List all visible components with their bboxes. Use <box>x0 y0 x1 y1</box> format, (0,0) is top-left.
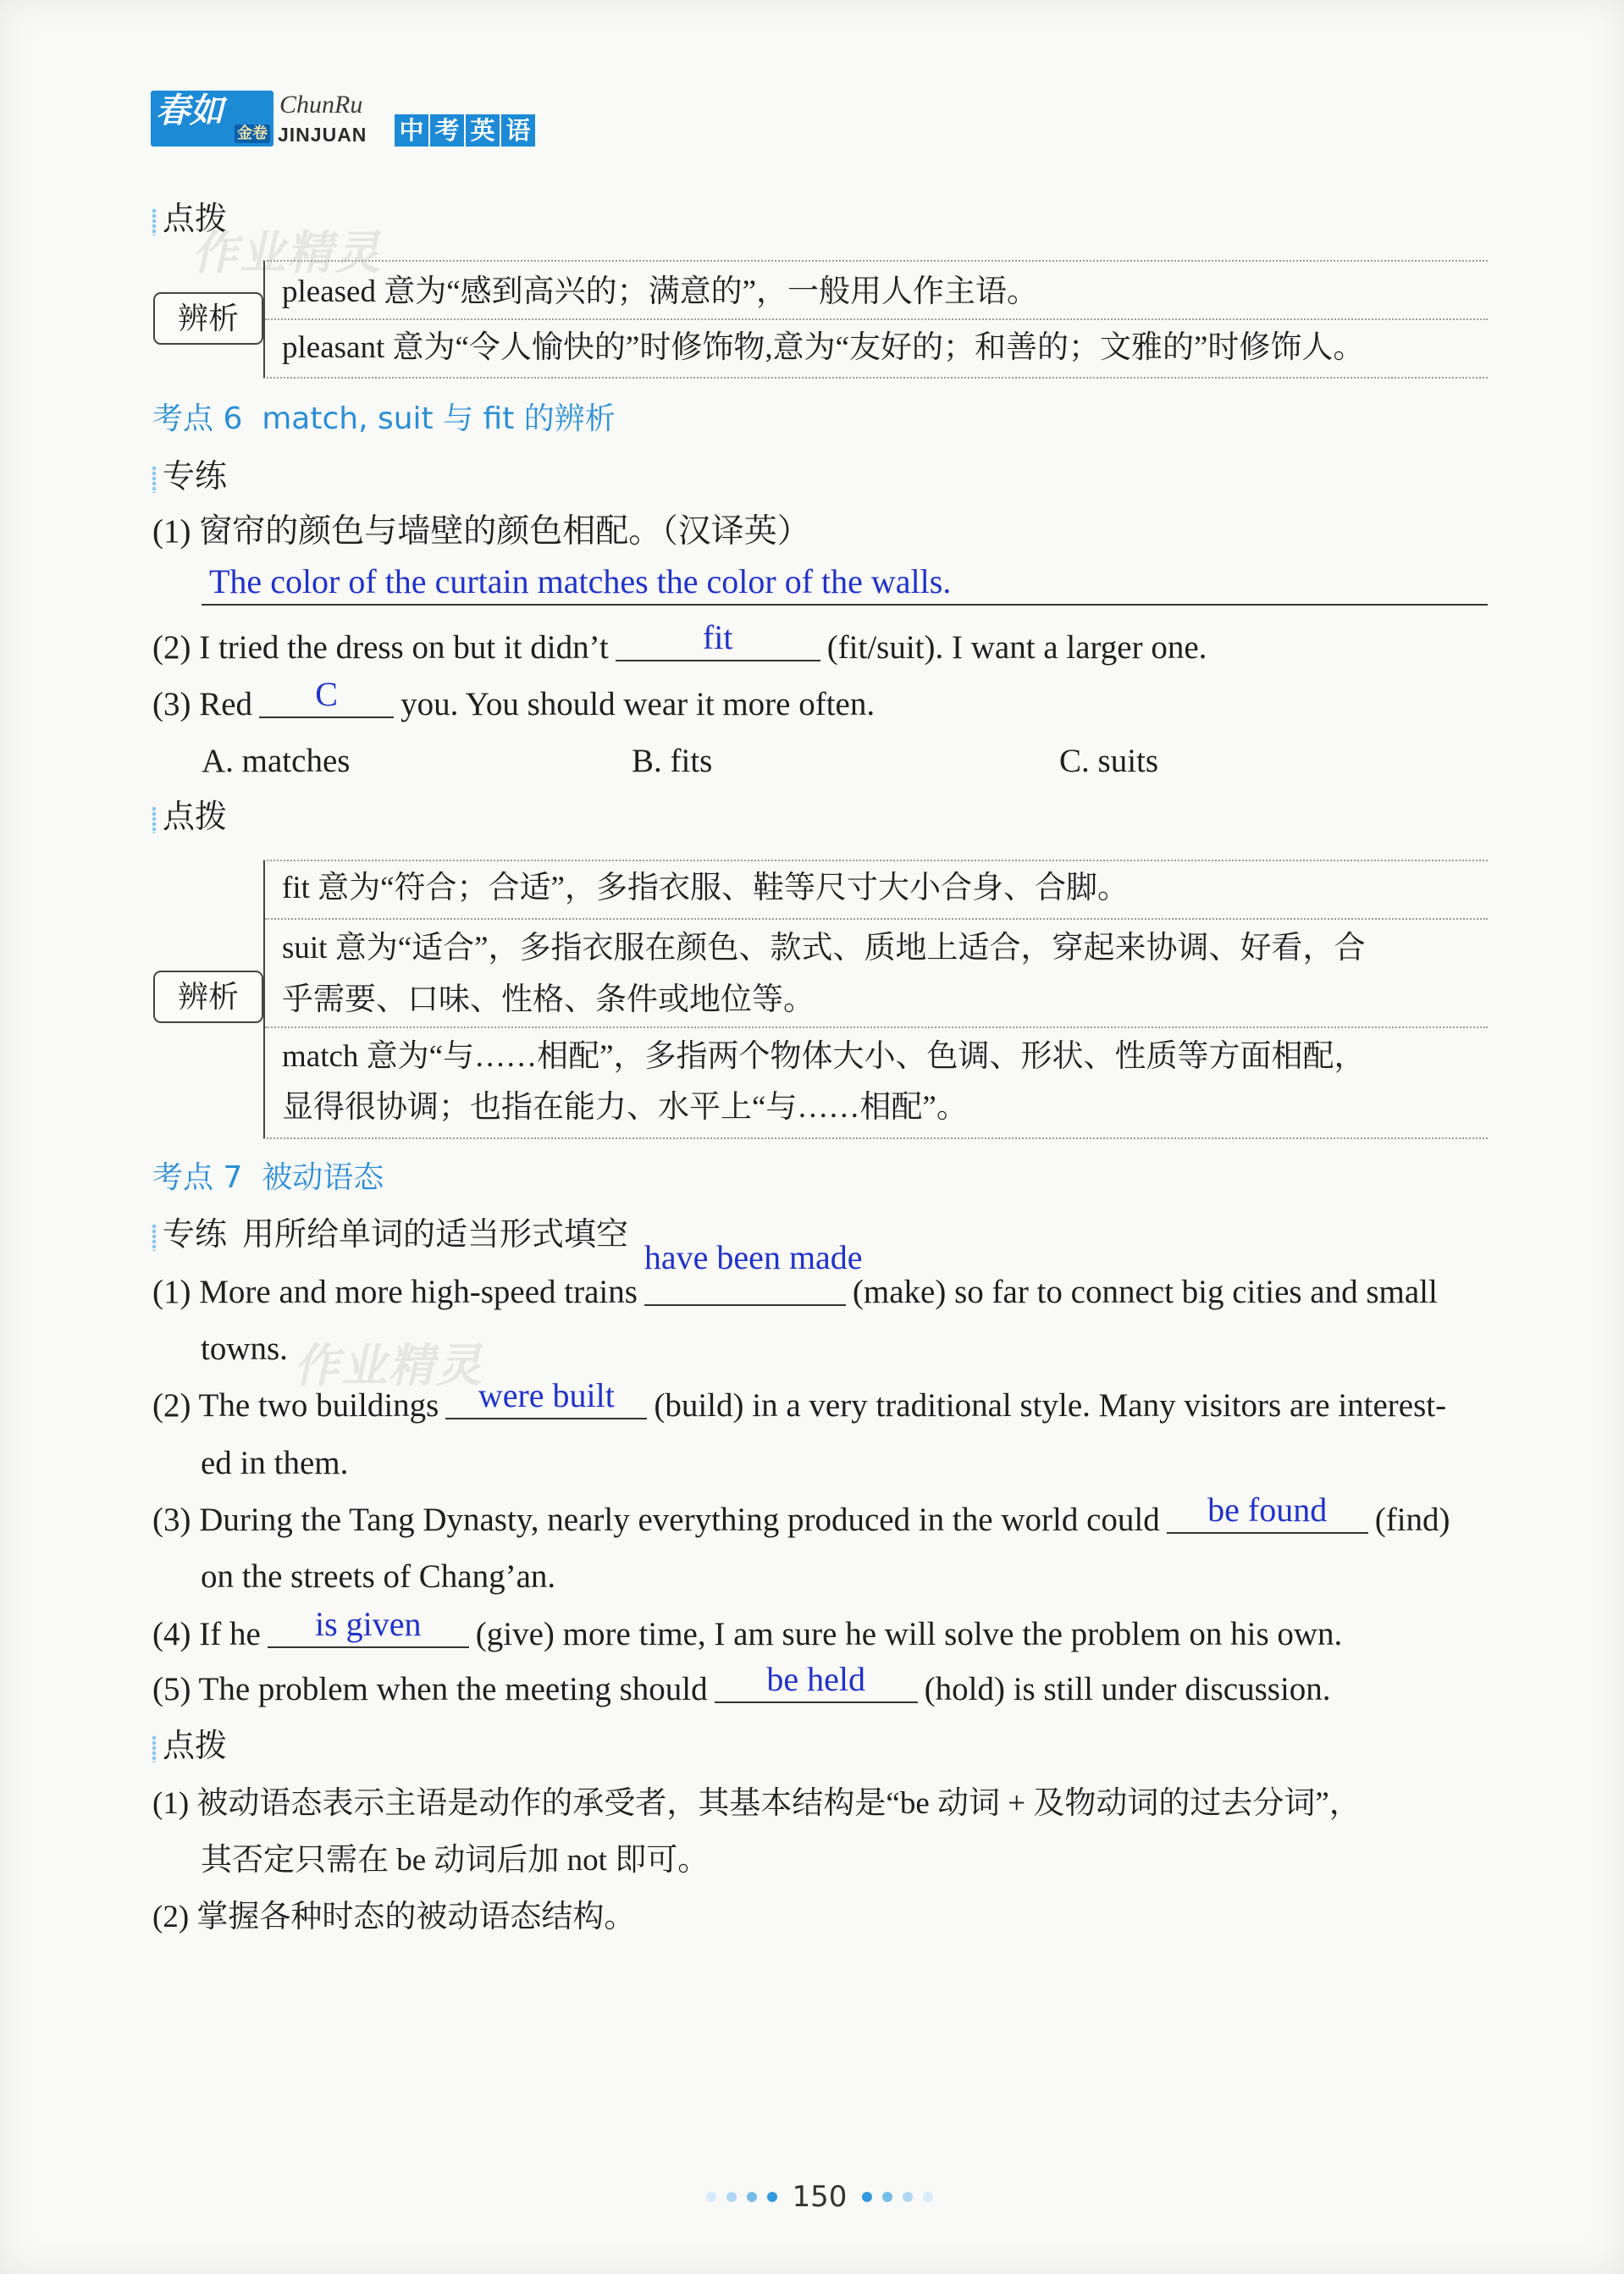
tip-heading <box>151 792 227 843</box>
practice-label: 专练 <box>163 1217 228 1253</box>
question-stem: (2) I tried the dress on but it didn’t <box>152 629 609 666</box>
logo-badge: 金卷 <box>235 124 270 143</box>
choice-option: C. suits <box>1059 743 1159 779</box>
tip-heading <box>151 1721 227 1772</box>
footer-dot-icon <box>882 2192 892 2202</box>
question-line <box>152 675 876 730</box>
answer-blank <box>715 1660 918 1703</box>
tip-label: 点拨 <box>163 202 228 237</box>
question-stem: (3) Red <box>152 686 253 722</box>
box-divider <box>265 1026 1488 1028</box>
page-number: 150 <box>792 2180 848 2214</box>
comparison-row-suit: suit 意为“适合”，多指衣服在颜色、款式、质地上适合，穿起来协调、好看，合 <box>282 931 1366 965</box>
section-marker-icon <box>151 466 157 493</box>
footer-dot-icon <box>923 2192 933 2202</box>
filled-answer: fit <box>702 618 733 656</box>
tip-item: (1) 被动语态表示主语是动作的承受者，其基本结构是“be 动词 + 及物动词的过去分词”， <box>152 1786 1361 1821</box>
question-continuation: ed in them. <box>201 1445 349 1481</box>
answer-blank <box>1167 1491 1368 1534</box>
question-continuation: on the streets of Chang’an. <box>201 1558 556 1595</box>
footer-dot-icon <box>903 2192 913 2202</box>
subject-title <box>395 114 537 147</box>
choice-option: B. fits <box>632 743 713 779</box>
brand-name-pinyin: JINJUAN <box>278 124 367 146</box>
watermark: 作业精灵 <box>291 1339 493 1392</box>
question-stem: (fit/suit). I want a larger one. <box>826 629 1207 666</box>
comparison-row: pleasant 意为“令人愉快的”时修饰物,意为“友好的；和善的；文雅的”时修饰人。 <box>282 330 1365 365</box>
analysis-tag: 辨析 <box>153 292 263 345</box>
question-stem: (find) <box>1374 1502 1450 1538</box>
logo-mark <box>151 91 273 147</box>
section-marker-icon <box>151 1224 157 1251</box>
answer-blank <box>445 1376 647 1419</box>
question-stem: (make) so far to connect big cities and small <box>852 1274 1438 1310</box>
choice-option: A. matches <box>202 743 351 779</box>
footer-dot-icon <box>726 2192 737 2202</box>
brand-text <box>278 91 391 147</box>
comparison-row-match: 显得很协调；也指在能力、水平上“与……相配”。 <box>282 1090 968 1125</box>
subject-char: 考 <box>430 114 464 147</box>
comparison-row-fit: fit 意为“符合；合适”，多指衣服、鞋等尺寸大小合身、合脚。 <box>282 871 1129 905</box>
box-divider <box>265 918 1488 920</box>
question-stem: (build) in a very traditional style. Many visitors are interest- <box>654 1387 1447 1424</box>
footer-dot-icon <box>706 2192 716 2202</box>
section-title: 考点 7 被动语态 <box>152 1160 384 1195</box>
subject-char: 英 <box>466 114 500 147</box>
filled-answer: be found <box>1207 1491 1328 1529</box>
section-marker-icon <box>151 806 157 833</box>
question-stem: (give) more time, I am sure he will solve the problem on his own. <box>475 1616 1343 1652</box>
tip-item: (2) 掌握各种时态的被动语态结构。 <box>152 1900 636 1934</box>
question-line <box>152 1660 1331 1715</box>
translation-answer: The color of the curtain matches the color of the walls. <box>209 562 952 600</box>
question-stem: (5) The problem when the meeting should <box>152 1671 708 1707</box>
question-line <box>152 618 1207 673</box>
practice-label: 专练 <box>163 459 228 495</box>
question-stem: (2) The two buildings <box>152 1387 439 1424</box>
section-marker-icon <box>151 1735 157 1762</box>
subject-char: 中 <box>395 114 428 147</box>
practice-instruction: 用所给单词的适当形式填空 <box>242 1217 629 1253</box>
question-stem: (1) More and more high-speed trains <box>152 1274 638 1310</box>
question-line <box>152 1238 1438 1318</box>
analysis-tag: 辨析 <box>153 971 263 1023</box>
practice-heading <box>151 451 227 502</box>
comparison-row-suit: 乎需要、口味、性格、条件或地位等。 <box>282 982 815 1017</box>
question-stem: (3) During the Tang Dynasty, nearly everything produced in the world could <box>152 1502 1160 1538</box>
filled-answer: were built <box>478 1376 615 1414</box>
answer-blank <box>616 618 820 661</box>
answer-blank <box>268 1605 469 1648</box>
question-stem: (4) If he <box>152 1616 261 1652</box>
footer-dot-icon <box>862 2192 872 2202</box>
tip-item-continuation: 其否定只需在 be 动词后加 not 即可。 <box>201 1843 710 1878</box>
footer-dot-icon <box>747 2192 757 2202</box>
question-line <box>152 1491 1450 1546</box>
page-footer <box>15 2178 1624 2216</box>
filled-answer: have been made <box>644 1238 863 1276</box>
comparison-row: pleased 意为“感到高兴的；满意的”，一般用人作主语。 <box>282 274 1039 309</box>
question-continuation: towns. <box>201 1331 288 1367</box>
question-stem: (hold) is still under discussion. <box>924 1671 1331 1707</box>
subject-char: 语 <box>501 114 535 147</box>
footer-dot-icon <box>767 2192 777 2202</box>
question-stem: you. You should wear it more often. <box>400 686 876 722</box>
box-divider <box>265 318 1488 320</box>
question-line <box>152 1605 1343 1660</box>
tip-label: 点拨 <box>163 799 228 835</box>
practice-heading <box>151 1209 628 1260</box>
comparison-row-match: match 意为“与……相配”，多指两个物体大小、色调、形状、性质等方面相配， <box>282 1039 1366 1074</box>
section-title: 考点 6 match, suit 与 fit 的辨析 <box>152 401 616 436</box>
answer-underline <box>202 604 1488 606</box>
tip-heading <box>151 194 227 245</box>
filled-answer: C <box>315 675 338 713</box>
watermark: 作业精灵 <box>190 226 391 279</box>
filled-answer: is given <box>314 1605 422 1643</box>
brand-name-latin: ChunRu <box>279 91 363 119</box>
filled-answer: be held <box>766 1660 865 1698</box>
tip-label: 点拨 <box>163 1729 228 1764</box>
question-line <box>152 1376 1447 1431</box>
logo-calligraphy: 春如 <box>156 91 224 130</box>
answer-blank <box>644 1238 863 1306</box>
brand-logo <box>151 91 537 147</box>
section-marker-icon <box>151 208 157 235</box>
answer-blank <box>259 675 394 718</box>
question-prompt: (1) 窗帘的颜色与墙壁的颜色相配。（汉译英） <box>152 513 810 550</box>
